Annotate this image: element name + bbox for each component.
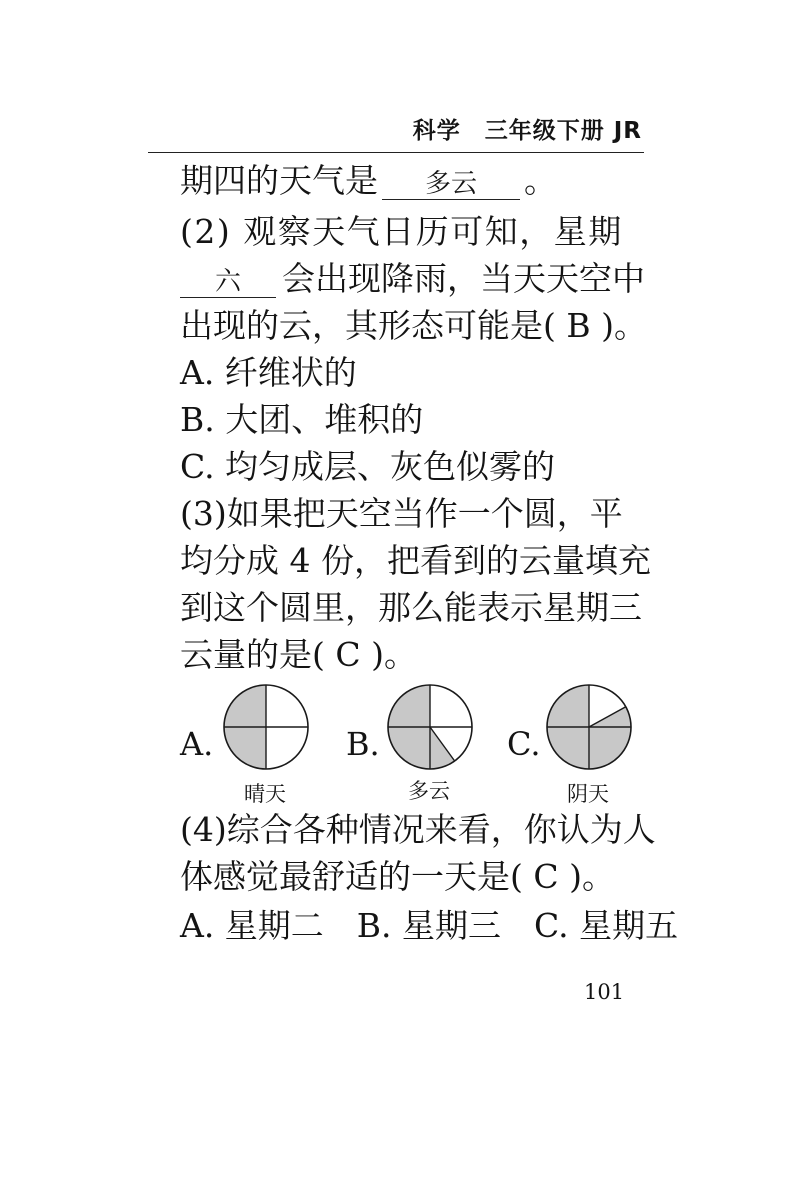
q2-line-3: 出现的云，其形态可能是( B )。 [180, 306, 647, 345]
page-number: 101 [584, 980, 625, 1004]
q3-cloud-circle-a [220, 681, 312, 773]
page-header: 科学 三年级下册 JR [412, 118, 642, 144]
q1-line [180, 161, 557, 200]
q4-options: A. 星期二 B. 星期三 C. 星期五 [180, 906, 679, 945]
q3-cloud-circle-b [384, 681, 476, 773]
q3-choice-a-letter: A. [180, 725, 214, 763]
q2-option-c: C. 均匀成层、灰色似雾的 [180, 447, 556, 486]
q1-answer-blank: 多云 [382, 171, 520, 200]
q3-line-2: 均分成 4 份，把看到的云量填充 [180, 541, 651, 580]
q2-line-1: (2) 观察天气日历可知，星期 [180, 212, 623, 251]
q1-period: 。 [524, 161, 557, 200]
q3-cloud-circle-c [543, 681, 635, 773]
q2-line-2-text: 会出现降雨，当天天空中 [282, 259, 645, 298]
q3-line-4: 云量的是( C )。 [180, 635, 417, 674]
q2-answer-blank: 六 [180, 269, 276, 298]
q1-text: 期四的天气是 [180, 161, 378, 200]
q3-caption-c: 阴天 [567, 782, 609, 806]
q2-option-b: B. 大团、堆积的 [180, 400, 424, 439]
q3-choice-c-letter: C. [507, 725, 541, 763]
q2-option-a: A. 纤维状的 [180, 353, 357, 392]
q3-line-1: (3)如果把天空当作一个圆，平 [180, 494, 623, 533]
header-divider [148, 152, 644, 153]
q3-caption-b: 多云 [408, 779, 450, 803]
q2-line-2 [180, 259, 645, 298]
q4-line-1: (4)综合各种情况来看，你认为人 [180, 810, 656, 849]
q3-caption-a: 晴天 [244, 782, 286, 806]
q4-line-2: 体感觉最舒适的一天是( C )。 [180, 857, 615, 896]
q3-line-3: 到这个圆里，那么能表示星期三 [180, 588, 642, 627]
q3-choice-b-letter: B. [346, 725, 380, 763]
